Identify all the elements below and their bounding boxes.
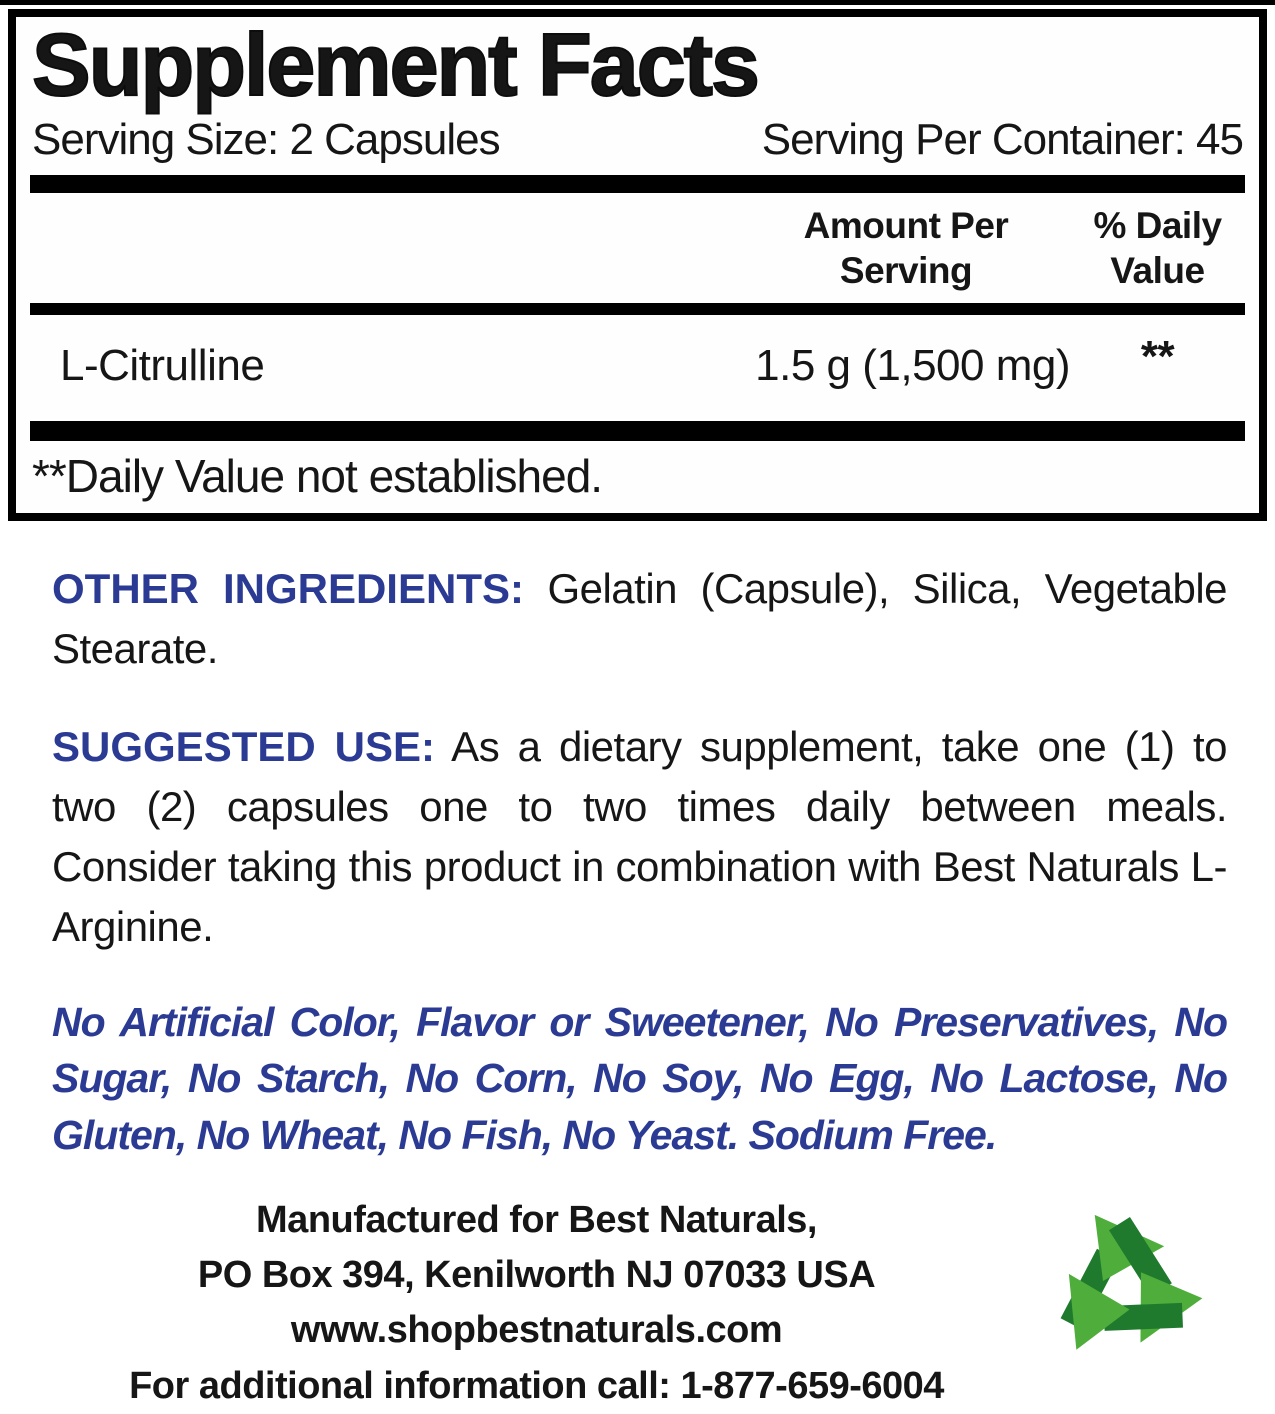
manufacturer-footer	[52, 1193, 1227, 1413]
serving-info-row	[30, 115, 1245, 175]
table-row	[30, 315, 1245, 421]
no-additives-claims: No Artificial Color, Flavor or Sweetener, No Preservatives, No Sugar, No Starch, No Corn, No Soy, No Egg, No Lactose, No Gluten, No Wheat, No Fish, No Yeast. Sodium Free.	[52, 998, 1227, 1158]
nutrient-name: L-Citrulline	[60, 341, 265, 391]
serving-size: Serving Size: 2 Capsules	[32, 115, 500, 164]
suggested-use-text: As a dietary supplement, take one (1) to two (2) capsules one to two times daily between meals. Consider taking this product in combination with Best Naturals L-Arginine.	[52, 723, 1227, 951]
supplement-facts-panel	[8, 9, 1267, 521]
other-ingredients-text: Gelatin (Capsule), Silica, Vegetable Stearate.	[52, 565, 1228, 673]
nutrient-daily-value: **	[1140, 332, 1175, 382]
amount-header-line1: Amount Per	[803, 205, 1009, 246]
dv-header-line2: Value	[1110, 250, 1205, 292]
address-line: PO Box 394, Kenilworth NJ 07033 USA	[197, 1254, 876, 1297]
nutrient-amount: 1.5 g (1,500 mg)	[755, 341, 1070, 391]
divider-bar-thick-top	[30, 175, 1245, 193]
divider-bar-medium	[30, 303, 1245, 315]
recycle-icon	[1021, 1193, 1227, 1372]
column-header-daily-value	[1070, 203, 1245, 293]
website-line: www.shopbestnaturals.com	[290, 1309, 783, 1352]
phone-line: For additional information call: 1-877-659-6004	[129, 1364, 944, 1407]
column-headers-row	[30, 193, 1245, 303]
other-ingredients-paragraph	[52, 559, 1227, 679]
suggested-use-label: SUGGESTED USE:	[52, 723, 436, 771]
label-body	[0, 559, 1275, 1413]
column-header-amount	[756, 203, 1056, 293]
suggested-use-paragraph	[52, 717, 1227, 957]
manufacturer-line: Manufactured for Best Naturals,	[256, 1199, 817, 1242]
servings-per-container: Serving Per Container: 45	[761, 115, 1243, 164]
other-ingredients-label: OTHER INGREDIENTS:	[52, 565, 524, 613]
dv-header-line1: % Daily	[1093, 205, 1222, 246]
daily-value-footnote: **Daily Value not established.	[32, 450, 603, 503]
divider-bar-thick-bottom	[30, 421, 1245, 441]
label-top-edge	[0, 0, 1275, 5]
manufacturer-info	[52, 1193, 1021, 1413]
panel-title: Supplement Facts	[32, 15, 758, 114]
amount-header-line2: Serving	[839, 250, 973, 292]
